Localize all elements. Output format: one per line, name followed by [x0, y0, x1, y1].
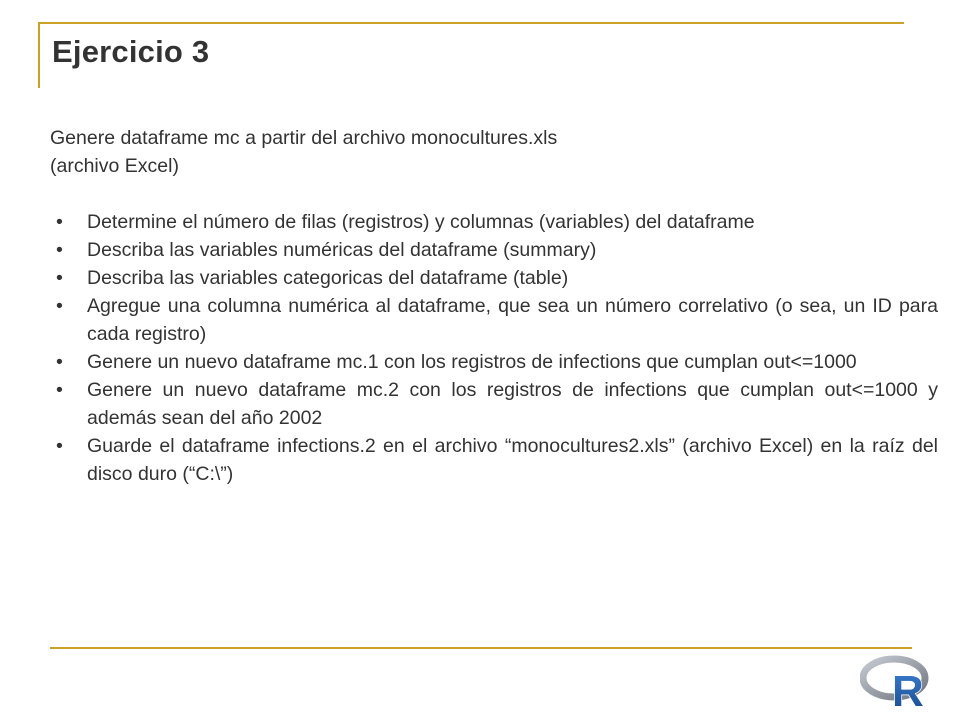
exercise-bullet-list [50, 208, 938, 488]
bullet-icon: • [56, 295, 63, 317]
bullet-text: Determine el número de filas (registros) y columnas (variables) del dataframe [87, 211, 755, 233]
bullet-item [50, 208, 938, 236]
title-accent-vertical-line [38, 22, 40, 88]
intro-line-2: (archivo Excel) [50, 155, 179, 177]
bullet-text: Genere un nuevo dataframe mc.2 con los registros de infections que cumplan out<=1000 y además sean del año 2002 [87, 379, 938, 429]
bullet-item [50, 432, 938, 488]
title-accent-horizontal-line [38, 22, 904, 24]
bullet-icon: • [56, 239, 63, 261]
intro-line-1: Genere dataframe mc a partir del archivo monocultures.xls [50, 127, 558, 149]
bullet-item [50, 264, 938, 292]
bullet-text: Genere un nuevo dataframe mc.1 con los registros de infections que cumplan out<=1000 [87, 351, 857, 373]
bullet-icon: • [56, 379, 63, 401]
bullet-icon: • [56, 267, 63, 289]
r-logo-letter: R [892, 667, 924, 710]
slide-title: Ejercicio 3 [52, 34, 210, 69]
bullet-icon: • [56, 211, 63, 233]
bullet-text: Describa las variables numéricas del dataframe (summary) [87, 239, 597, 261]
bullet-text: Describa las variables categoricas del dataframe (table) [87, 267, 569, 289]
slide-content [50, 124, 938, 488]
r-logo-icon [860, 654, 932, 710]
bullet-item [50, 236, 938, 264]
intro-paragraph [50, 124, 938, 180]
bullet-item [50, 376, 938, 432]
bullet-text: Agregue una columna numérica al dataframe, que sea un número correlativo (o sea, un ID para cada registro) [87, 295, 938, 345]
bullet-icon: • [56, 351, 63, 373]
bullet-icon: • [56, 435, 63, 457]
bullet-item [50, 292, 938, 348]
footer-accent-line [50, 647, 912, 649]
bullet-item [50, 348, 938, 376]
bullet-text: Guarde el dataframe infections.2 en el archivo “monocultures2.xls” (archivo Excel) en la raíz del disco duro (“C:\”) [87, 435, 938, 485]
